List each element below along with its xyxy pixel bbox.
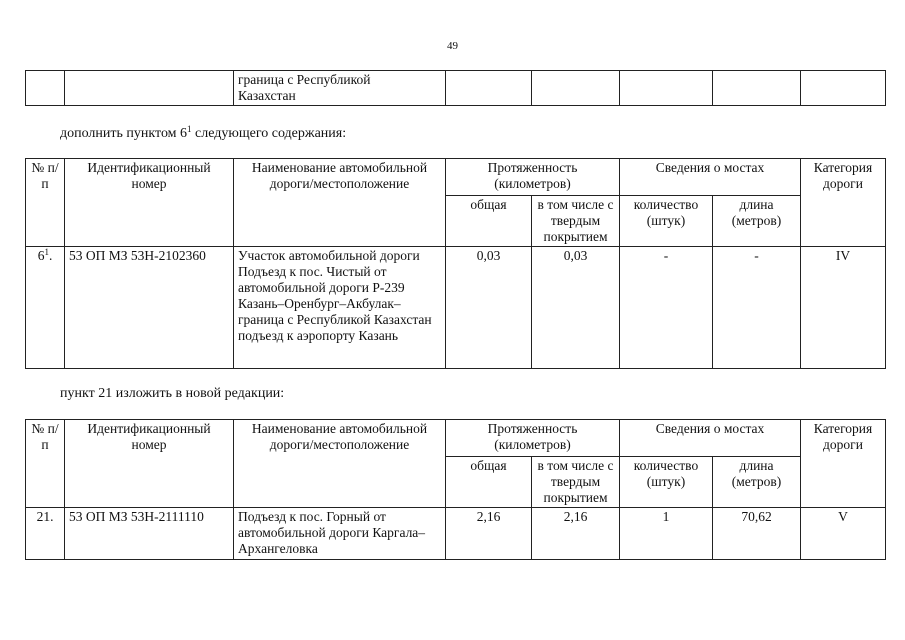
row-name: Участок автомобильной дороги Подъезд к пос. Чистый от автомобильной дороги Р-239 Казань–Оренбург–Акбулак–граница с Республикой Казахстан подъезд к аэропорту Казань — [234, 247, 446, 369]
header-name: Наименование автомобильной дороги/местоположение — [234, 159, 446, 247]
paragraph-sup: 1 — [187, 124, 192, 134]
header-category: Категория дороги — [801, 420, 886, 508]
header-bridges-count: количество (штук) — [620, 457, 713, 508]
header-length-total: общая — [446, 457, 532, 508]
header-bridges-length: длина (метров) — [713, 196, 801, 247]
cell-empty — [65, 71, 234, 106]
cell-empty — [446, 71, 532, 106]
row-num: 21. — [26, 508, 65, 560]
row-category: V — [801, 508, 886, 560]
continuation-text — [234, 71, 446, 106]
row-num-sup: 1 — [44, 247, 49, 257]
header-num: № п/п — [26, 159, 65, 247]
row-bridges-count: 1 — [620, 508, 713, 560]
continuation-line: Казахстан — [238, 88, 296, 103]
row-ident: 53 ОП МЗ 53Н-2102360 — [65, 247, 234, 369]
row-category: IV — [801, 247, 886, 369]
row-bridges-length: 70,62 — [713, 508, 801, 560]
roads-table-1 — [25, 158, 886, 369]
roads-table-2 — [25, 419, 886, 560]
cell-empty — [713, 71, 801, 106]
page-number: 49 — [447, 40, 458, 52]
row-bridges-length: - — [713, 247, 801, 369]
continuation-line: граница с Республикой — [238, 72, 371, 87]
header-ident: Идентификационный номер — [65, 420, 234, 508]
row-length-total: 0,03 — [446, 247, 532, 369]
paragraph-add-item — [60, 126, 346, 142]
header-length-total: общая — [446, 196, 532, 247]
cell-empty — [620, 71, 713, 106]
header-bridges-length: длина (метров) — [713, 457, 801, 508]
row-name: Подъезд к пос. Горный от автомобильной дороги Каргала–Архангеловка — [234, 508, 446, 560]
row-num-dot: . — [48, 248, 53, 263]
paragraph-text: дополнить пунктом 6 — [60, 126, 188, 141]
row-length-paved: 0,03 — [532, 247, 620, 369]
header-length-paved: в том числе с твердым покрытием — [532, 196, 620, 247]
header-category: Категория дороги — [801, 159, 886, 247]
row-ident: 53 ОП МЗ 53Н-2111110 — [65, 508, 234, 560]
row-bridges-count: - — [620, 247, 713, 369]
header-length: Протяженность (километров) — [446, 420, 620, 457]
header-length: Протяженность (километров) — [446, 159, 620, 196]
header-length-paved: в том числе с твердым покрытием — [532, 457, 620, 508]
row-num-main: 6 — [37, 248, 45, 263]
row-length-total: 2,16 — [446, 508, 532, 560]
row-length-paved: 2,16 — [532, 508, 620, 560]
header-bridges-count: количество (штук) — [620, 196, 713, 247]
continuation-table — [25, 70, 886, 106]
table-row — [26, 508, 886, 560]
cell-empty — [801, 71, 886, 106]
paragraph-text: следующего содержания: — [191, 126, 347, 141]
header-num: № п/п — [26, 420, 65, 508]
cell-empty — [532, 71, 620, 106]
header-name: Наименование автомобильной дороги/местоположение — [234, 420, 446, 508]
header-bridges: Сведения о мостах — [620, 420, 801, 457]
cell-empty — [26, 71, 65, 106]
row-num — [26, 247, 65, 369]
paragraph-edit-item: пункт 21 изложить в новой редакции: — [60, 386, 285, 401]
header-bridges: Сведения о мостах — [620, 159, 801, 196]
table-row — [26, 247, 886, 369]
header-ident: Идентификационный номер — [65, 159, 234, 247]
